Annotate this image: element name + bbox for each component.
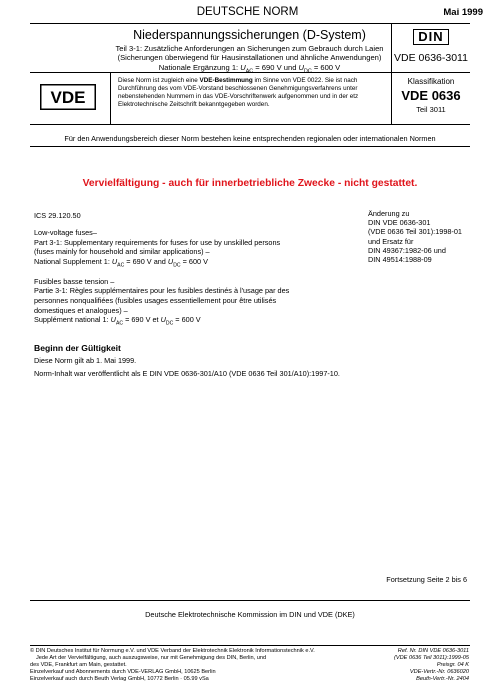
validity-heading: Beginn der Gültigkeit (34, 343, 121, 353)
english-title: Low-voltage fuses– Part 3-1: Supplementary requirements for fuses for use by unskilled persons (fuses mainly for household and similar applications) – National Supplement 1: $U_{AC} = 690$ V and $U_{DC} = 600$ V (34, 228, 281, 269)
klassifikation-value: VDE 0636 (401, 88, 461, 103)
amendment-info: Änderung zu DIN VDE 0636-301 (VDE 0636 Teil 301):1998-01 und Ersatz für DIN 49367:1982-06 und DIN 49514:1988-09 (368, 209, 462, 265)
ics-code: ICS 29.120.50 (34, 211, 81, 220)
svg-text:VDE: VDE (50, 88, 86, 107)
klassifikation-block: Klassifikation VDE 0636 Teil 3011 (392, 77, 470, 114)
header-rule (30, 23, 470, 24)
note-rule (30, 146, 470, 147)
title-rule (30, 72, 470, 73)
din-block (392, 27, 470, 64)
title-block (108, 28, 391, 77)
prior-publication: Norm-Inhalt war veröffentlicht als E DIN VDE 0636-301/A10 (VDE 0636 Teil 301/A10):1997-10. (34, 369, 340, 378)
footer-rule (30, 645, 470, 646)
vde-rule (30, 124, 470, 125)
vde-logo (40, 84, 96, 110)
din-number: VDE 0636-3011 (394, 52, 468, 64)
commission-name: Deutsche Elektrotechnische Kommission im DIN und VDE (DKE) (145, 610, 355, 619)
regional-norms-note: Für den Anwendungsbereich dieser Norm bestehen keine entsprechenden regionalen oder internationalen Normen (64, 134, 436, 143)
commission-rule (30, 600, 470, 601)
din-logo: DIN (413, 29, 448, 45)
french-title: Fusibles basse tension – Partie 3-1: Règles supplémentaires pour les fusibles destinés à l'usage par des personnes nonqualifiées (fusibles usages essentiellement pour être utilisés domestiques et analogues) – Supplément national 1: $U_{AC} = 690$ V et $U_{DC} = 600$ V (34, 276, 290, 327)
vde-divider-left (110, 72, 111, 124)
document-subtitle: Teil 3-1: Zusätzliche Anforderungen an Sicherungen zum Gebrauch durch Laien (Sicherungen überwiegend für Hausinstallationen und ähnliche Anwendungen) Nationale Ergänzung 1: $U_{AC} = 690$ V und $U_{DC} = 600$ V (115, 44, 384, 75)
document-title: Niederspannungssicherungen (D-System) (133, 28, 366, 42)
publication-date: Mai 1999 (443, 7, 483, 18)
continuation-note: Fortsetzung Seite 2 bis 6 (386, 575, 467, 584)
reference-numbers: Ref. Nr. DIN VDE 0636-3011 (VDE 0636 Teil 3011):1999-05 Preisgr. 04 K VDE-Vertr.-Nr. 0636020 Beuth-Vertr.-Nr. 2404 (394, 648, 469, 682)
copy-warning: Vervielfältigung - auch für innerbetriebliche Zwecke - nicht gestattet. (82, 178, 418, 189)
translated-titles (34, 228, 344, 335)
validity-date: Diese Norm gilt ab 1. Mai 1999. (34, 356, 137, 365)
vde-statement: Diese Norm ist zugleich eine VDE-Bestimmung im Sinne von VDE 0022. Sie ist nach Durchführung des vom VDE-Vorstand beschlossenen Genehmigungsverfahrens unter nebenstehenden Nummern in das VDE-Vorschriftenwerk aufgenommen und in der etz Elektrotechnische Zeitschrift bekanntgegeben worden. (118, 77, 359, 108)
copyright-footer: © DIN Deutsches Institut für Normung e.V. und VDE Verband der Elektrotechnik Elektronik Informationstechnik e.V. Jede Art der Vervielfältigung, auch auszugsweise, nur mit Genehmigung des DIN, Berlin, und des VDE, Frankfurt am Main, gestattet. Einzelverkauf und Abonnements durch VDE-VERLAG GmbH, 10625 Berlin Einzelverkauf auch durch Beuth Verlag GmbH, 10772 Berlin · 05.99 vSa (30, 648, 315, 682)
norm-type-label: DEUTSCHE NORM (196, 6, 299, 18)
